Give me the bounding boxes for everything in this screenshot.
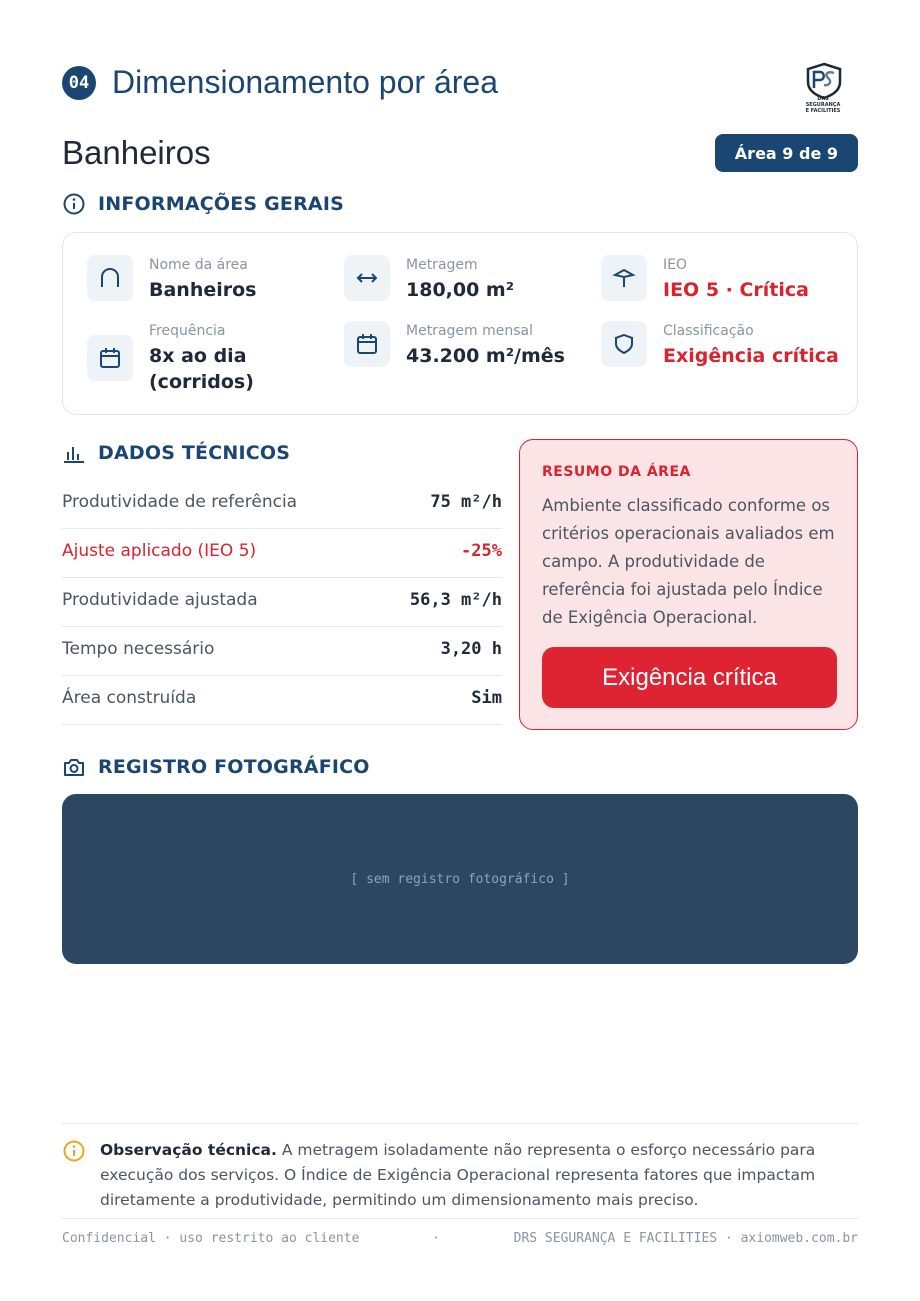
general-info-heading: INFORMAÇÕES GERAIS [62,192,344,216]
section-number-badge: 04 [62,66,96,100]
page-footer [62,1218,858,1246]
page-title: Dimensionamento por área [112,64,498,100]
area-title: Banheiros [62,134,211,171]
calendar-icon [98,346,122,370]
photo-placeholder: [ sem registro fotográfico ] [62,794,858,964]
table-row: Ajuste aplicado (IEO 5) -25% [62,529,502,578]
shield-icon [612,332,636,356]
table-row: Produtividade ajustada 56,3 m²/h [62,578,502,627]
company-logo-text: DRS SEGURANÇA E FACILITIES [805,96,841,114]
summary-text: Ambiente classificado conforme os critérios operacionais avaliados em campo. A produtividade de referência foi ajustada pelo Índice de Exigência Operacional. [542,496,835,627]
footer-confidential: Confidencial · uso restrito ao cliente [62,1231,360,1246]
area-summary-card [519,439,858,730]
arch-icon [98,266,122,290]
arrows-horizontal-icon [355,266,379,290]
technical-data-heading: DADOS TÉCNICOS [62,441,290,465]
technical-observation: Observação técnica. A metragem isoladamente não representa o esforço necessário para execução dos serviços. O Índice de Exigência Operacional representa fatores que impactam diretamente a produtividade, permitindo um dimensionamento mais preciso. [62,1123,858,1213]
calendar-icon [355,332,379,356]
general-info-card: Nome da área Banheiros Metragem 180,00 m² IEO IEO 5 · Crítica Frequência 8x ao dia (corridos) Metragem mensal 43.200 m²/mês Classificação Exigência crítica [62,232,858,415]
footer-company: DRS SEGURANÇA E FACILITIES · axiomweb.com.br [513,1231,858,1246]
info-circle-icon [62,192,86,216]
umbrella-icon [612,266,636,290]
area-counter-badge: Área 9 de 9 [715,134,858,172]
table-row: Área construída Sim [62,676,502,725]
camera-icon [62,755,86,779]
technical-data-table [62,480,502,725]
footer-separator: · [432,1231,440,1246]
info-circle-icon [62,1139,86,1163]
classification-pill: Exigência crítica [542,647,837,708]
table-row: Tempo necessário 3,20 h [62,627,502,676]
photo-record-heading: REGISTRO FOTOGRÁFICO [62,755,370,779]
summary-title: RESUMO DA ÁREA [542,464,691,480]
table-row: Produtividade de referência 75 m²/h [62,480,502,529]
bar-chart-icon [62,441,86,465]
page-header [62,62,858,112]
